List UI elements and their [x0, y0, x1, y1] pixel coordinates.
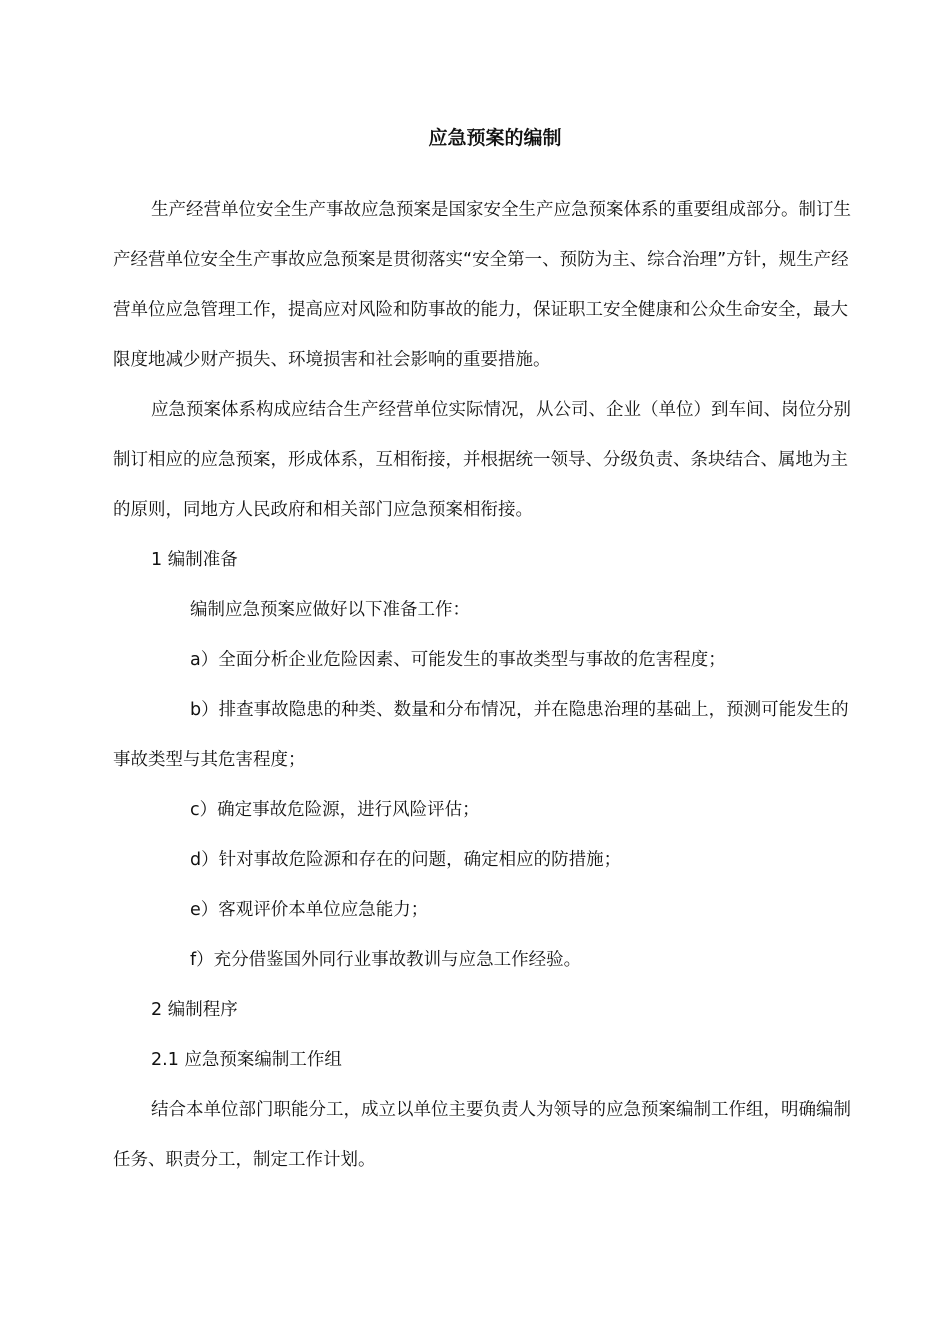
paragraph-working-group: 结合本单位部门职能分工，成立以单位主要负责人为领导的应急预案编制工作组，明确编制任务、职责分工，制定工作计划。 [113, 1100, 851, 1170]
paragraph-system: 应急预案体系构成应结合生产经营单位实际情况，从公司、企业（单位）到车间、岗位分别制订相应的应急预案，形成体系，互相衔接，并根据统一领导、分级负责、条块结合、属地为主的原则，同地方人民政府和相关部门应急预案相衔接。 [113, 400, 851, 520]
list-item-f: f）充分借鉴国外同行业事故教训与应急工作经验。 [190, 950, 582, 970]
paragraph-intro: 生产经营单位安全生产事故应急预案是国家安全生产应急预案体系的重要组成部分。制订生产经营单位安全生产事故应急预案是贯彻落实“安全第一、预防为主、综合治理”方针，规生产经营单位应急管理工作，提高应对风险和防事故的能力，保证职工安全健康和公众生命安全，最大限度地减少财产损失、环境损害和社会影响的重要措施。 [113, 200, 851, 370]
document-body [113, 185, 853, 1185]
document-title: 应急预案的编制 [428, 127, 562, 149]
list-item-a: a）全面分析企业危险因素、可能发生的事故类型与事故的危害程度； [190, 650, 726, 670]
list-item-c: c）确定事故危险源，进行风险评估； [190, 800, 480, 820]
list-item-d: d）针对事故危险源和存在的问题，确定相应的防措施； [190, 850, 622, 870]
heading-procedure: 2 编制程序 [151, 1000, 238, 1020]
paragraph-preparation-lead: 编制应急预案应做好以下准备工作： [190, 600, 470, 620]
list-item-b: b）排查事故隐患的种类、数量和分布情况，并在隐患治理的基础上，预测可能发生的事故类型与其危害程度； [113, 700, 849, 770]
heading-working-group: 2.1 应急预案编制工作组 [151, 1050, 342, 1070]
heading-preparation: 1 编制准备 [151, 550, 238, 570]
list-item-e: e）客观评价本单位应急能力； [190, 900, 429, 920]
